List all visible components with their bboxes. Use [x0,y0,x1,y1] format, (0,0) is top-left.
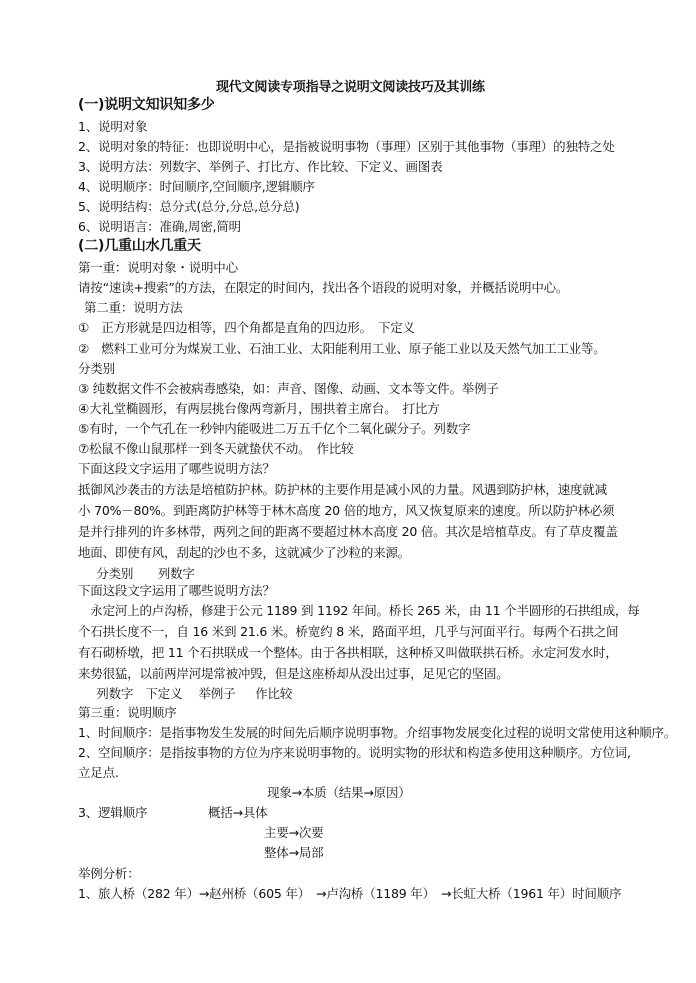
section1-heading: (一)说明文知识知多少 [78,97,215,113]
answer-2: 列数字 下定义 举例子 作比较 [84,686,293,701]
section1-item-1: 1、说明对象 [78,119,148,134]
logic-item-3: 主要→次要 [264,825,324,840]
example-line-2-answer: 分类别 [78,361,115,376]
question-2: 下面这段文字运用了哪些说明方法？ [78,583,275,598]
passage-2-line-4: 来势很猛，以前两岸河堤常被冲毁，但是这座桥却从没出过事，足见它的坚固。 [78,666,509,681]
level2-title: 第二重：说明方法 [84,300,183,315]
order-space-line-1: 2、空间顺序：是指按事物的方位为序来说明事物的。说明实物的形状和构造多使用这种顺序。方位词, [78,745,631,760]
logic-item-2: 概括→具体 [208,805,268,820]
order-space-line-2: 立足点. [78,765,119,780]
passage-1-line-2: 小 70%－80%。到距离防护林等于林木高度 20 倍的地方，风又恢复原来的速度。所以防护林必须 [78,503,615,518]
answer-1: 分类别 列数字 [84,566,195,581]
section1-item-2: 2、说明对象的特征：也即说明中心，是指被说明事物（事理）区别于其他事物（事理）的独特之处 [78,139,615,154]
example-line-4: ④大礼堂椭圆形，有两层挑台像两弯新月，围拱着主席台。 打比方 [78,401,440,416]
example-line-1: ① 正方形就是四边相等，四个角都是直角的四边形。 下定义 [78,320,415,335]
document-title: 现代文阅读专项指导之说明文阅读技巧及其训练 [216,80,485,95]
passage-2-line-2: 个石拱长度不一，自 16 米到 21.6 米。桥宽约 8 米，路面平坦，几乎与河面平行。每两个石拱之间 [78,624,619,639]
example-line-7: ⑦松鼠不像山鼠那样一到冬天就蛰伏不动。 作比较 [78,441,354,456]
question-1: 下面这段文字运用了哪些说明方法？ [78,461,275,476]
logic-item-4: 整体→局部 [264,845,324,860]
example-analysis-line: 1、旅人桥（282 年）→赵州桥（605 年） →卢沟桥（1189 年） →长虹大桥（1961 年）时间顺序 [78,886,622,901]
logic-order-label: 3、逻辑顺序 [78,805,148,820]
section1-item-6: 6、说明语言：准确,周密,简明 [78,219,241,234]
level1-instruction: 请按“速读+搜索”的方法，在限定的时间内，找出各个语段的说明对象，并概括说明中心。 [78,280,569,295]
section2-heading: (二)几重山水几重天 [78,238,201,254]
section1-item-5: 5、说明结构：总分式(总分,分总,总分总) [78,199,300,214]
example-line-2: ② 燃料工业可分为煤炭工业、石油工业、太阳能利用工业、原子能工业以及天然气加工工业等。 [78,341,606,356]
passage-2-line-1: 永定河上的卢沟桥，修建于公元 1189 到 1192 年间。桥长 265 米，由 11 个半圆形的石拱组成，每 [78,603,640,618]
passage-2-line-3: 有石砌桥墩，把 11 个石拱联成一个整体。由于各拱相联，这种桥又叫做联拱石桥。永定河发水时， [78,645,618,660]
passage-1-line-4: 地面、即使有风，刮起的沙也不多，这就减少了沙粒的来源。 [78,545,411,560]
level1-title: 第一重：说明对象・说明中心 [78,260,238,275]
passage-1-line-1: 抵御风沙袭击的方法是培植防护林。防护林的主要作用是减小风的力量。风遇到防护林，速度就减 [78,482,607,497]
example-line-5: ⑤有时，一个气孔在一秒钟内能吸进二万五千亿个二氧化碳分子。列数字 [78,421,471,436]
passage-1-line-3: 是并行排列的许多林带，两列之间的距离不要超过林木高度 20 倍。其次是培植草皮。有了草皮覆盖 [78,524,618,539]
example-line-3: ③ 纯数据文件不会被病毒感染，如：声音、图像、动画、文本等文件。举例子 [78,381,499,396]
order-time: 1、时间顺序：是指事物发生发展的时间先后顺序说明事物。介绍事物发展变化过程的说明文常使用这种顺序。 [78,725,677,740]
section1-item-4: 4、说明顺序：时间顺序,空间顺序,逻辑顺序 [78,179,315,194]
section1-item-3: 3、说明方法：列数字、举例子、打比方、作比较、下定义、画图表 [78,159,443,174]
logic-item-1: 现象→本质（结果→原因） [267,785,411,800]
example-analysis-title: 举例分析： [78,866,140,881]
level3-title: 第三重：说明顺序 [78,705,177,720]
